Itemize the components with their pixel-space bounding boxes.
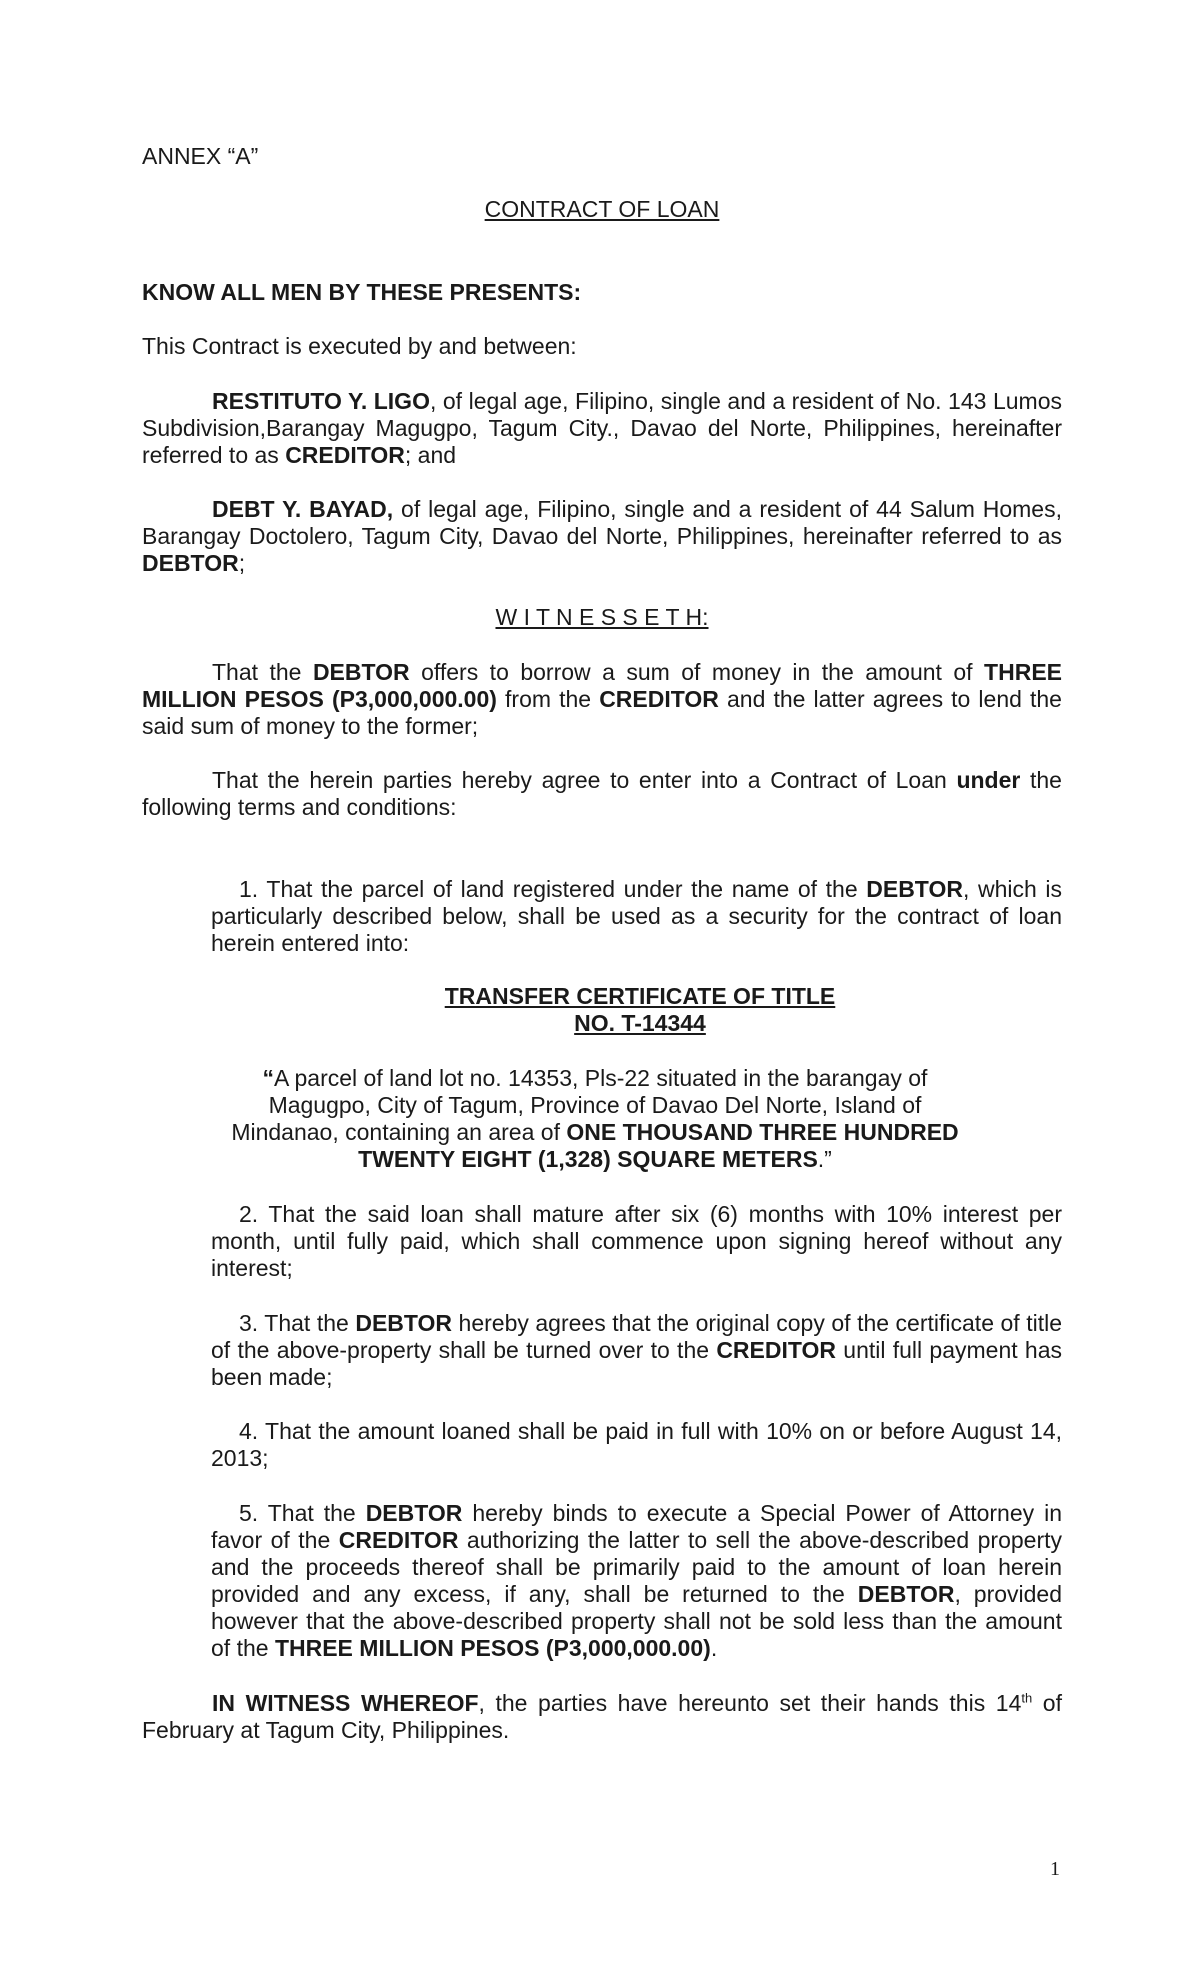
item-number: 5. (239, 1500, 259, 1526)
know-all-heading: KNOW ALL MEN BY THESE PRESENTS: (142, 279, 582, 305)
creditor-name: RESTITUTO Y. LIGO (212, 388, 430, 414)
loan-offer-paragraph: That the DEBTOR offers to borrow a sum of money in the amount of THREE MILLION PESOS (P3,000,000.00) from the CREDITOR and the latter agrees to lend the said sum of money to the former; (142, 659, 1062, 739)
item-number: 4. (239, 1418, 259, 1444)
terms-intro-paragraph: That the herein parties hereby agree to enter into a Contract of Loan under the following terms and conditions: (142, 767, 1062, 820)
document-title: CONTRACT OF LOAN (484, 196, 720, 222)
item-number: 2. (239, 1201, 259, 1227)
list-item: 5. That the DEBTOR hereby binds to execute a Special Power of Attorney in favor of the CREDITOR authorizing the latter to sell the above-described property and the proceeds thereof shall be primarily paid to the amount of loan herein provided and any excess, if any, shall be returned to the DEBTOR, provided however that the above-described property shall not be sold less than the amount of the THREE MILLION PESOS (P3,000,000.00). (211, 1500, 1063, 1661)
party-creditor-paragraph: RESTITUTO Y. LIGO, of legal age, Filipino, single and a resident of No. 143 Lumos Subdivision,Barangay Magugpo, Tagum City., Davao del Norte, Philippines, hereinafter referred to as CREDITOR; and (142, 388, 1062, 468)
debtor-name: DEBT Y. BAYAD, (212, 496, 394, 522)
list-item: 4. That the amount loaned shall be paid in full with 10% on or before August 14, 2013; (211, 1418, 1062, 1471)
list-item: 1. That the parcel of land registered under the name of the DEBTOR, which is particularly described below, shall be used as a security for the contract of loan herein entered into: (211, 876, 1062, 956)
witnesseth-heading: W I T N E S S E T H: (495, 604, 709, 630)
item-number: 3. (239, 1310, 259, 1336)
tct-heading: TRANSFER CERTIFICATE OF TITLE NO. T-14344 (444, 983, 836, 1036)
closing-paragraph: IN WITNESS WHEREOF, the parties have hereunto set their hands this 14th of February at Tagum City, Philippines. (142, 1690, 1062, 1743)
party-debtor-paragraph: DEBT Y. BAYAD, of legal age, Filipino, single and a resident of 44 Salum Homes, Barangay Doctolero, Tagum City, Davao del Norte, Philippines, hereinafter referred to as DEBTOR; (142, 496, 1062, 576)
list-item: 3. That the DEBTOR hereby agrees that the original copy of the certificate of title of the above-property shall be turned over to the CREDITOR until full payment has been made; (211, 1310, 1062, 1390)
intro-paragraph: This Contract is executed by and between: (142, 333, 577, 359)
parcel-description: “A parcel of land lot no. 14353, Pls-22 situated in the barangay of Magugpo, City of Tagum, Province of Davao Del Norte, Island of Mindanao, containing an area of ONE THOUSAND THREE HUNDRED TWENTY EIGHT (1,328) SQUARE METERS.” (231, 1065, 959, 1172)
item-number: 1. (239, 876, 259, 902)
annex-label: ANNEX “A” (142, 143, 259, 169)
page-number: 1 (1050, 1858, 1060, 1880)
list-item: 2. That the said loan shall mature after six (6) months with 10% interest per month, until fully paid, which shall commence upon signing hereof without any interest; (211, 1201, 1062, 1281)
